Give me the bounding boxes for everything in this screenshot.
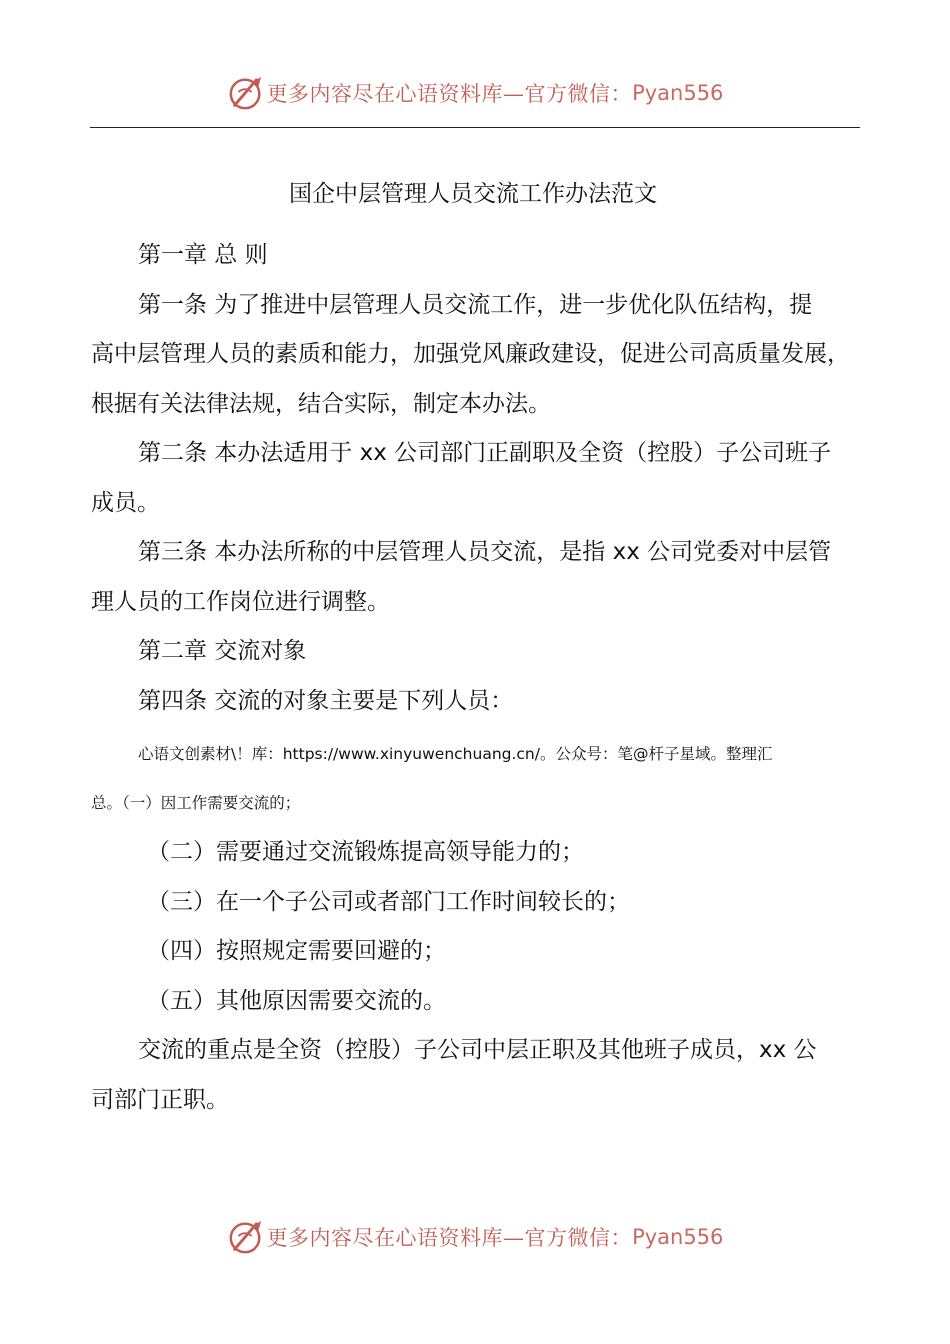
paragraph-line: 理人员的工作岗位进行调整。 xyxy=(91,588,390,615)
pen-logo-icon xyxy=(227,74,265,112)
paragraph-line: 交流的重点是全资（控股）子公司中层正职及其他班子成员，xx 公 xyxy=(138,1037,817,1063)
wechat-id: Pyan556 xyxy=(632,81,724,105)
pen-logo-icon xyxy=(227,1218,265,1256)
footer-banner xyxy=(0,1215,950,1259)
chapter-heading: 第二章 交流对象 xyxy=(138,638,307,664)
list-item: （三）在一个子公司或者部门工作时间较长的； xyxy=(147,888,630,915)
wechat-id: Pyan556 xyxy=(632,1225,724,1249)
paragraph-line: 第三条 本办法所称的中层管理人员交流，是指 xx 公司党委对中层管 xyxy=(138,539,832,565)
header-banner xyxy=(0,71,950,115)
chapter-heading: 第一章 总 则 xyxy=(138,242,268,268)
list-item: （二）需要通过交流锻炼提高领导能力的； xyxy=(147,839,584,865)
paragraph-line: 司部门正职。 xyxy=(91,1086,229,1113)
document-title: 国企中层管理人员交流工作办法范文 xyxy=(289,181,657,207)
document-body xyxy=(91,170,869,1125)
watermark-note: 心语文创素材\！库：https://www.xinyuwenchuang.cn/。公众号：笔@杆子星域。整理汇 xyxy=(138,745,773,763)
paragraph-line: 第四条 交流的对象主要是下列人员： xyxy=(138,687,514,714)
watermark-note: 总。（一）因工作需要交流的； xyxy=(91,794,301,812)
list-item: （四）按照规定需要回避的； xyxy=(147,938,446,964)
banner-text: 更多内容尽在心语资料库—官方微信： xyxy=(266,1226,633,1250)
header-rule xyxy=(90,127,860,128)
paragraph-line: 高中层管理人员的素质和能力，加强党风廉政建设，促进公司高质量发展， xyxy=(91,341,850,367)
paragraph-line: 第二条 本办法适用于 xx 公司部门正副职及全资（控股）子公司班子 xyxy=(138,440,832,466)
list-item: （五）其他原因需要交流的。 xyxy=(147,987,446,1014)
paragraph-line: 成员。 xyxy=(91,489,160,516)
paragraph-line: 根据有关法律法规，结合实际，制定本办法。 xyxy=(91,390,551,417)
paragraph-line: 第一条 为了推进中层管理人员交流工作，进一步优化队伍结构，提 xyxy=(138,291,813,318)
banner-text: 更多内容尽在心语资料库—官方微信： xyxy=(266,82,633,106)
